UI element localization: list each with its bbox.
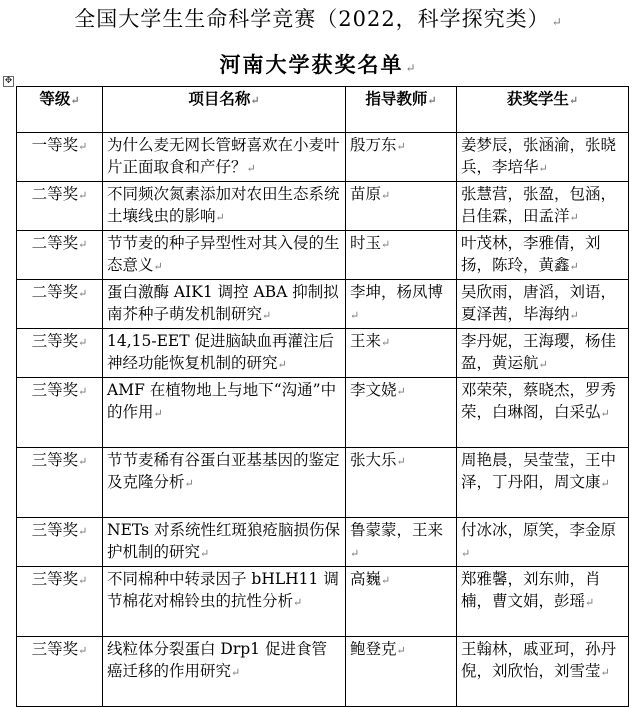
table-row	[17, 133, 629, 182]
table-row	[17, 637, 629, 707]
table-row	[17, 182, 629, 231]
students: 李丹妮，王海璎，杨佳盈，黄运航↵	[457, 329, 629, 378]
project-name: 节节麦的种子异型性对其入侵的生态意义↵	[103, 231, 346, 280]
paragraph-mark-icon: ↵	[78, 574, 88, 587]
advisor: 苗原↵	[346, 182, 457, 231]
students: 付冰冰，原笑，李金原↵	[457, 518, 629, 567]
advisor: 张大乐↵	[346, 448, 457, 518]
paragraph-mark-icon: ↵	[569, 309, 579, 322]
paragraph-mark-icon: ↵	[396, 644, 406, 657]
table-row	[17, 518, 629, 567]
students: 周艳晨，吴莹莹，王中泽，丁丹阳，周文康↵	[457, 448, 629, 518]
paragraph-mark-icon: ↵	[250, 94, 260, 107]
paragraph-mark-icon: ↵	[293, 596, 303, 609]
paragraph-mark-icon: ↵	[381, 189, 391, 202]
document-title: 全国大学生生命科学竞赛（2022，科学探究类） ↵	[74, 7, 563, 31]
advisor: 时玉↵	[346, 231, 457, 280]
students: 张慧营，张盈，包涵，吕佳霖，田孟洋↵	[457, 182, 629, 231]
award-level: 三等奖↵	[17, 448, 103, 518]
students: 姜梦辰，张涵渝，张晓兵，李培华↵	[457, 133, 629, 182]
award-level: 二等奖↵	[17, 280, 103, 329]
project-name: 14,15-EET 促进脑缺血再灌注后神经功能恢复机制的研究↵	[103, 329, 346, 378]
paragraph-mark-icon: ↵	[569, 211, 579, 224]
advisor: 鲍登克↵	[346, 637, 457, 707]
paragraph-mark-icon: ↵	[381, 238, 391, 251]
table-move-handle-icon[interactable]: ✥	[4, 76, 13, 86]
paragraph-mark-icon: ↵	[153, 260, 163, 273]
advisor: 李文娆↵	[346, 378, 457, 448]
paragraph-mark-icon: ↵	[427, 94, 437, 107]
paragraph-mark-icon: ↵	[538, 162, 548, 175]
paragraph-mark-icon: ↵	[600, 477, 610, 490]
students: 吴欣雨，唐滔，刘语，夏泽茜，毕海纳↵	[457, 280, 629, 329]
students: 王翰林，戚亚珂，孙丹倪，刘欣怡，刘雪莹↵	[457, 637, 629, 707]
paragraph-mark-icon: ↵	[184, 477, 194, 490]
students: 叶茂林，李雅倩，刘扬，陈玲，黄鑫↵	[457, 231, 629, 280]
project-name: NETs 对系统性红斑狼疮脑损伤保护机制的研究↵	[103, 518, 346, 567]
header-advisor: 指导教师↵	[346, 87, 457, 133]
award-level: 二等奖↵	[17, 231, 103, 280]
paragraph-mark-icon: ↵	[568, 94, 579, 107]
project-name[interactable]: AMF 在植物地上与地下“沟通”中的作用↵	[103, 378, 346, 448]
advisor: 殷万东↵	[346, 133, 457, 182]
paragraph-mark-icon: ↵	[600, 666, 610, 679]
project-name: 节节麦稀有谷蛋白亚基基因的鉴定及克隆分析↵	[103, 448, 346, 518]
paragraph-mark-icon: ↵	[569, 260, 579, 273]
paragraph-mark-icon: ↵	[78, 287, 88, 300]
paragraph-mark-icon: ↵	[78, 455, 88, 468]
paragraph-mark-icon: ↵	[78, 238, 88, 251]
paragraph-mark-icon: ↵	[78, 385, 88, 398]
students: 邓荣荣，蔡晓杰，罗秀荣，白琳阁，白采弘↵	[457, 378, 629, 448]
table-row	[17, 280, 629, 329]
paragraph-mark-icon: ↵	[350, 309, 360, 322]
paragraph-mark-icon: ↵	[78, 525, 88, 538]
paragraph-mark-icon: ↵	[461, 547, 471, 560]
students: 郑雅馨，刘东帅，肖楠，曹文娟，彭瑶↵	[457, 567, 629, 637]
header-project: 项目名称↵	[103, 87, 346, 133]
award-level: 一等奖↵	[17, 133, 103, 182]
table-row	[17, 231, 629, 280]
award-level: 三等奖↵	[17, 329, 103, 378]
project-name: 线粒体分裂蛋白 Drp1 促进食管癌迁移的作用研究↵	[103, 637, 346, 707]
table-row	[17, 378, 629, 448]
paragraph-mark-icon: ↵	[585, 596, 595, 609]
paragraph-mark-icon: ↵	[153, 407, 163, 420]
table-row	[17, 329, 629, 378]
table-header-row	[17, 87, 629, 133]
paragraph-mark-icon: ↵	[538, 358, 548, 371]
project-name: 蛋白激酶 AIK1 调控 ABA 抑制拟南芥种子萌发机制研究↵	[103, 280, 346, 329]
paragraph-mark-icon: ↵	[231, 666, 241, 679]
project-name: 不同频次氮素添加对农田生态系统土壤线虫的影响↵	[103, 182, 346, 231]
paragraph-mark-icon: ↵	[78, 644, 88, 657]
paragraph-mark-icon: ↵	[350, 547, 360, 560]
project-name: 不同棉种中转录因子 bHLH11 调节棉花对棉铃虫的抗性分析↵	[103, 567, 346, 637]
document-subtitle: 河南大学获奖名单 ↵	[219, 52, 418, 77]
award-level: 三等奖↵	[17, 518, 103, 567]
paragraph-mark-icon: ↵	[246, 162, 256, 175]
paragraph-mark-icon: ↵	[277, 358, 287, 371]
project-name: 为什么麦无网长管蚜喜欢在小麦叶片正面取食和产仔？↵	[103, 133, 346, 182]
paragraph-mark-icon: ↵	[200, 547, 210, 560]
paragraph-mark-icon: ↵	[396, 455, 406, 468]
advisor: 王来↵	[346, 329, 457, 378]
award-level: 三等奖↵	[17, 567, 103, 637]
paragraph-mark-icon: ↵	[396, 140, 406, 153]
award-table	[16, 86, 629, 707]
paragraph-mark-icon: ↵	[78, 140, 88, 153]
advisor: 高巍↵	[346, 567, 457, 637]
paragraph-mark-icon: ↵	[78, 336, 88, 349]
table-row	[17, 448, 629, 518]
paragraph-mark-icon: ↵	[215, 211, 225, 224]
header-students: 获奖学生↵	[457, 87, 629, 133]
advisor: 李坤，杨凤博↵	[346, 280, 457, 329]
paragraph-mark-icon: ↵	[78, 189, 88, 202]
paragraph-mark-icon: ↵	[70, 94, 80, 107]
advisor: 鲁蒙蒙，王来↵	[346, 518, 457, 567]
award-level: 二等奖↵	[17, 182, 103, 231]
header-level: 等级↵	[17, 87, 103, 133]
table-row	[17, 567, 629, 637]
paragraph-mark-icon: ↵	[600, 407, 610, 420]
paragraph-mark-icon: ↵	[381, 574, 391, 587]
paragraph-mark-icon: ↵	[381, 336, 391, 349]
paragraph-mark-icon: ↵	[262, 309, 272, 322]
award-level: 三等奖↵	[17, 378, 103, 448]
paragraph-mark-icon: ↵	[396, 385, 406, 398]
award-level: 三等奖↵	[17, 637, 103, 707]
